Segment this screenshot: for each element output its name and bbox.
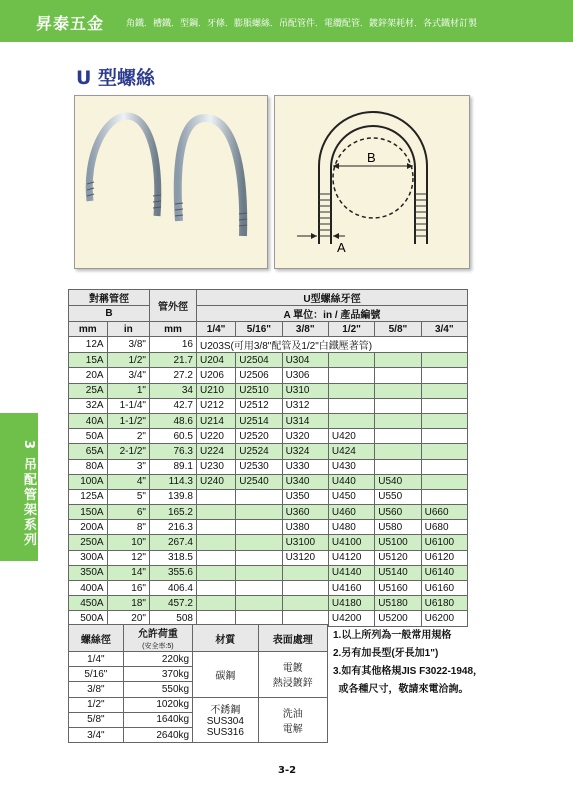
cell-product-code: U430 bbox=[328, 459, 374, 474]
cell-product-code: U360 bbox=[282, 505, 328, 520]
surface-oil: 洗油 bbox=[282, 708, 303, 720]
cell-in: 3/4" bbox=[107, 368, 149, 383]
cell-product-code: U480 bbox=[328, 520, 374, 535]
cell-mm: 450A bbox=[69, 596, 108, 611]
cell-load: 2640kg bbox=[123, 727, 192, 742]
cell-product-code bbox=[421, 398, 467, 413]
cell-mm: 20A bbox=[69, 368, 108, 383]
cell-in: 16" bbox=[107, 581, 149, 596]
cell-product-code: U212 bbox=[196, 398, 235, 413]
cell-product-code: U5140 bbox=[375, 565, 421, 580]
cell-product-code bbox=[196, 489, 235, 504]
cell-mm: 12A bbox=[69, 337, 108, 353]
cell-product-code: U680 bbox=[421, 520, 467, 535]
col-pipe-size: 對稱管徑 bbox=[69, 290, 150, 306]
cell-screw-dia: 3/8" bbox=[69, 682, 124, 697]
table-row bbox=[69, 398, 468, 413]
cell-in: 8" bbox=[107, 520, 149, 535]
cell-product-code bbox=[375, 413, 421, 428]
cell-product-code: U203S(可用3/8"配管及1/2"白鐵壓著管) bbox=[196, 337, 467, 353]
cell-product-code bbox=[328, 368, 374, 383]
cell-product-code: U5120 bbox=[375, 550, 421, 565]
cell-od: 34 bbox=[149, 383, 196, 398]
col-mm-od: mm bbox=[149, 322, 196, 337]
cell-od: 114.3 bbox=[149, 474, 196, 489]
cell-product-code: U424 bbox=[328, 444, 374, 459]
cell-product-code: U380 bbox=[282, 520, 328, 535]
cell-mm: 80A bbox=[69, 459, 108, 474]
table-row bbox=[69, 444, 468, 459]
table-row bbox=[69, 489, 468, 504]
cell-product-code: U420 bbox=[328, 429, 374, 444]
cell-surface-carbon bbox=[258, 652, 327, 698]
cell-mm: 25A bbox=[69, 383, 108, 398]
col-unit: A 單位：in / 產品編號 bbox=[196, 306, 467, 322]
cell-load: 1020kg bbox=[123, 697, 192, 712]
cell-product-code bbox=[196, 505, 235, 520]
material-sus304: SUS304 bbox=[206, 716, 244, 728]
col-surface: 表面處理 bbox=[258, 625, 327, 652]
cell-product-code bbox=[421, 429, 467, 444]
material-stainless: 不銹鋼 bbox=[210, 705, 241, 717]
cell-product-code: U340 bbox=[282, 474, 328, 489]
cell-od: 508 bbox=[149, 611, 196, 626]
cell-product-code: U2520 bbox=[236, 429, 282, 444]
col-allowable-load bbox=[123, 625, 192, 652]
cell-product-code: U214 bbox=[196, 413, 235, 428]
surface-electrolytic: 電解 bbox=[282, 723, 303, 735]
cell-in: 20" bbox=[107, 611, 149, 626]
cell-in: 2-1/2" bbox=[107, 444, 149, 459]
note-line: 1.以上所列為一般常用規格 bbox=[333, 630, 452, 641]
cell-product-code bbox=[375, 459, 421, 474]
col-material: 材質 bbox=[193, 625, 258, 652]
cell-product-code: U240 bbox=[196, 474, 235, 489]
cell-od: 355.6 bbox=[149, 565, 196, 580]
col-thread-size: 1/2" bbox=[328, 322, 374, 337]
col-mm: mm bbox=[69, 322, 108, 337]
cell-product-code: U660 bbox=[421, 505, 467, 520]
cell-product-code bbox=[421, 368, 467, 383]
cell-product-code bbox=[236, 505, 282, 520]
cell-product-code bbox=[196, 565, 235, 580]
header-tagline: 角鐵．槽鐵．型鋼．牙條．膨脹螺絲．吊配管件．電纜配管．鍍鋅架耗材．各式鐵材訂製 bbox=[126, 19, 478, 29]
cell-product-code: U3120 bbox=[282, 550, 328, 565]
cell-mm: 350A bbox=[69, 565, 108, 580]
load-material-table bbox=[68, 624, 328, 743]
cell-product-code bbox=[236, 565, 282, 580]
cell-od: 76.3 bbox=[149, 444, 196, 459]
cell-product-code: U450 bbox=[328, 489, 374, 504]
cell-screw-dia: 5/8" bbox=[69, 712, 124, 727]
cell-od: 457.2 bbox=[149, 596, 196, 611]
cell-product-code: U4140 bbox=[328, 565, 374, 580]
cell-product-code bbox=[421, 459, 467, 474]
dimension-a-label: A bbox=[337, 240, 346, 255]
cell-product-code bbox=[328, 398, 374, 413]
section-side-tab: 3 吊配管架系列 bbox=[0, 413, 38, 561]
col-thread-size: 5/16" bbox=[236, 322, 282, 337]
cell-product-code bbox=[282, 565, 328, 580]
product-photo bbox=[74, 95, 268, 269]
cell-screw-dia: 1/2" bbox=[69, 697, 124, 712]
page-title: U 型螺絲 bbox=[76, 67, 156, 89]
table-row bbox=[69, 368, 468, 383]
cell-load: 220kg bbox=[123, 652, 192, 667]
cell-in: 5" bbox=[107, 489, 149, 504]
cell-product-code bbox=[196, 596, 235, 611]
table-row bbox=[69, 474, 468, 489]
col-thread-size: 3/8" bbox=[282, 322, 328, 337]
col-outer-diameter: 管外徑 bbox=[149, 290, 196, 322]
cell-product-code bbox=[236, 489, 282, 504]
cell-product-code: U312 bbox=[282, 398, 328, 413]
cell-in: 14" bbox=[107, 565, 149, 580]
table-row bbox=[69, 429, 468, 444]
cell-surface-stainless bbox=[258, 697, 327, 743]
cell-mm: 250A bbox=[69, 535, 108, 550]
cell-screw-dia: 5/16" bbox=[69, 667, 124, 682]
cell-in: 1-1/2" bbox=[107, 413, 149, 428]
cell-product-code bbox=[282, 596, 328, 611]
table-row bbox=[69, 505, 468, 520]
cell-in: 12" bbox=[107, 550, 149, 565]
cell-product-code: U580 bbox=[375, 520, 421, 535]
cell-product-code bbox=[421, 444, 467, 459]
cell-product-code: U224 bbox=[196, 444, 235, 459]
cell-product-code bbox=[282, 581, 328, 596]
cell-product-code: U6160 bbox=[421, 581, 467, 596]
dimension-b-label: B bbox=[367, 150, 376, 165]
cell-product-code: U2512 bbox=[236, 398, 282, 413]
cell-product-code bbox=[421, 474, 467, 489]
table-row bbox=[69, 459, 468, 474]
cell-product-code: U5160 bbox=[375, 581, 421, 596]
cell-product-code: U2504 bbox=[236, 353, 282, 368]
cell-product-code: U6200 bbox=[421, 611, 467, 626]
cell-product-code: U6180 bbox=[421, 596, 467, 611]
cell-product-code bbox=[236, 520, 282, 535]
cell-od: 216.3 bbox=[149, 520, 196, 535]
cell-product-code bbox=[375, 353, 421, 368]
col-thread-size: 5/8" bbox=[375, 322, 421, 337]
cell-mm: 65A bbox=[69, 444, 108, 459]
cell-product-code: U210 bbox=[196, 383, 235, 398]
surface-hot-dip: 熱浸鍍鋅 bbox=[272, 678, 313, 690]
cell-product-code: U550 bbox=[375, 489, 421, 504]
cell-product-code bbox=[421, 413, 467, 428]
cell-od: 165.2 bbox=[149, 505, 196, 520]
table-row bbox=[69, 596, 468, 611]
cell-in: 1" bbox=[107, 383, 149, 398]
table-row bbox=[69, 353, 468, 368]
cell-product-code: U2524 bbox=[236, 444, 282, 459]
cell-od: 60.5 bbox=[149, 429, 196, 444]
cell-screw-dia: 1/4" bbox=[69, 652, 124, 667]
cell-product-code: U540 bbox=[375, 474, 421, 489]
cell-od: 27.2 bbox=[149, 368, 196, 383]
cell-product-code: U5200 bbox=[375, 611, 421, 626]
table-row bbox=[69, 565, 468, 580]
cell-product-code: U440 bbox=[328, 474, 374, 489]
cell-product-code bbox=[236, 550, 282, 565]
page-number: 3-2 bbox=[278, 765, 297, 776]
notes bbox=[333, 627, 483, 699]
cell-mm: 200A bbox=[69, 520, 108, 535]
table-row bbox=[69, 520, 468, 535]
material-sus316: SUS316 bbox=[206, 727, 244, 739]
col-thread-diameter: U型螺絲牙徑 bbox=[196, 290, 467, 306]
cell-od: 318.5 bbox=[149, 550, 196, 565]
cell-product-code: U2530 bbox=[236, 459, 282, 474]
cell-mm: 300A bbox=[69, 550, 108, 565]
table-row bbox=[69, 535, 468, 550]
load-title: 允許荷重 bbox=[137, 629, 178, 640]
col-b: B bbox=[69, 306, 150, 322]
cell-in: 1-1/4" bbox=[107, 398, 149, 413]
cell-od: 21.7 bbox=[149, 353, 196, 368]
cell-product-code bbox=[421, 383, 467, 398]
cell-product-code bbox=[196, 550, 235, 565]
cell-product-code: U5100 bbox=[375, 535, 421, 550]
cell-product-code: U6100 bbox=[421, 535, 467, 550]
cell-mm: 40A bbox=[69, 413, 108, 428]
cell-product-code bbox=[196, 520, 235, 535]
cell-product-code: U3100 bbox=[282, 535, 328, 550]
cell-product-code bbox=[375, 429, 421, 444]
cell-product-code bbox=[421, 489, 467, 504]
cell-product-code bbox=[328, 413, 374, 428]
table-row bbox=[69, 413, 468, 428]
cell-od: 139.8 bbox=[149, 489, 196, 504]
cell-product-code bbox=[328, 383, 374, 398]
cell-product-code: U2510 bbox=[236, 383, 282, 398]
cell-mm: 15A bbox=[69, 353, 108, 368]
cell-product-code: U4120 bbox=[328, 550, 374, 565]
table-row bbox=[69, 337, 468, 353]
note-line: 2.另有加長型(牙長加1") bbox=[333, 648, 439, 659]
cell-product-code: U5180 bbox=[375, 596, 421, 611]
header-bar bbox=[0, 0, 573, 42]
cell-in: 10" bbox=[107, 535, 149, 550]
cell-in: 18" bbox=[107, 596, 149, 611]
cell-in: 6" bbox=[107, 505, 149, 520]
cell-material-stainless bbox=[193, 697, 258, 743]
cell-load: 1640kg bbox=[123, 712, 192, 727]
cell-in: 2" bbox=[107, 429, 149, 444]
note-line: 3.如有其他格規JIS F3022-1948， bbox=[333, 666, 484, 677]
cell-mm: 400A bbox=[69, 581, 108, 596]
cell-product-code: U314 bbox=[282, 413, 328, 428]
cell-product-code: U4160 bbox=[328, 581, 374, 596]
cell-screw-dia: 3/4" bbox=[69, 727, 124, 742]
cell-product-code: U4200 bbox=[328, 611, 374, 626]
material-carbon: 碳鋼 bbox=[215, 670, 236, 682]
cell-product-code: U330 bbox=[282, 459, 328, 474]
cell-od: 48.6 bbox=[149, 413, 196, 428]
cell-mm: 100A bbox=[69, 474, 108, 489]
cell-od: 42.7 bbox=[149, 398, 196, 413]
cell-product-code: U320 bbox=[282, 429, 328, 444]
cell-mm: 150A bbox=[69, 505, 108, 520]
table-row bbox=[69, 383, 468, 398]
col-thread-size: 1/4" bbox=[196, 322, 235, 337]
load-subtitle: (安全率:5) bbox=[142, 643, 174, 650]
cell-product-code bbox=[375, 444, 421, 459]
col-in: in bbox=[107, 322, 149, 337]
cell-od: 406.4 bbox=[149, 581, 196, 596]
cell-product-code: U220 bbox=[196, 429, 235, 444]
cell-product-code bbox=[236, 535, 282, 550]
cell-product-code: U2540 bbox=[236, 474, 282, 489]
cell-product-code bbox=[236, 596, 282, 611]
cell-product-code: U2506 bbox=[236, 368, 282, 383]
cell-product-code: U4100 bbox=[328, 535, 374, 550]
cell-product-code: U304 bbox=[282, 353, 328, 368]
cell-in: 3" bbox=[107, 459, 149, 474]
cell-product-code: U2514 bbox=[236, 413, 282, 428]
cell-product-code: U306 bbox=[282, 368, 328, 383]
cell-od: 267.4 bbox=[149, 535, 196, 550]
u-bolt-spec-table bbox=[68, 289, 468, 627]
cell-in: 3/8" bbox=[107, 337, 149, 353]
cell-product-code: U204 bbox=[196, 353, 235, 368]
cell-product-code: U460 bbox=[328, 505, 374, 520]
surface-electroplate: 電鍍 bbox=[282, 663, 303, 675]
dimension-diagram bbox=[274, 95, 470, 269]
cell-load: 370kg bbox=[123, 667, 192, 682]
col-thread-size: 3/4" bbox=[421, 322, 467, 337]
cell-product-code: U230 bbox=[196, 459, 235, 474]
cell-product-code bbox=[236, 581, 282, 596]
table-row bbox=[69, 652, 328, 667]
table-row bbox=[69, 697, 328, 712]
cell-mm: 125A bbox=[69, 489, 108, 504]
cell-od: 89.1 bbox=[149, 459, 196, 474]
cell-product-code: U206 bbox=[196, 368, 235, 383]
cell-od: 16 bbox=[149, 337, 196, 353]
cell-product-code: U560 bbox=[375, 505, 421, 520]
table-row bbox=[69, 581, 468, 596]
cell-load: 550kg bbox=[123, 682, 192, 697]
table-row bbox=[69, 550, 468, 565]
col-screw-dia: 螺絲徑 bbox=[69, 625, 124, 652]
cell-product-code bbox=[375, 383, 421, 398]
cell-material-carbon bbox=[193, 652, 258, 698]
cell-mm: 500A bbox=[69, 611, 108, 626]
note-line: 或各種尺寸，敬請來電洽詢。 bbox=[333, 684, 469, 695]
cell-product-code: U350 bbox=[282, 489, 328, 504]
cell-product-code bbox=[196, 535, 235, 550]
cell-product-code bbox=[375, 398, 421, 413]
cell-product-code: U6120 bbox=[421, 550, 467, 565]
cell-mm: 32A bbox=[69, 398, 108, 413]
cell-product-code: U4180 bbox=[328, 596, 374, 611]
cell-product-code: U310 bbox=[282, 383, 328, 398]
cell-product-code bbox=[328, 353, 374, 368]
cell-product-code: U6140 bbox=[421, 565, 467, 580]
cell-mm: 50A bbox=[69, 429, 108, 444]
cell-product-code bbox=[196, 581, 235, 596]
cell-in: 4" bbox=[107, 474, 149, 489]
cell-product-code bbox=[375, 368, 421, 383]
cell-product-code bbox=[421, 353, 467, 368]
cell-in: 1/2" bbox=[107, 353, 149, 368]
brand-name: 昇泰五金 bbox=[36, 14, 105, 33]
cell-product-code: U324 bbox=[282, 444, 328, 459]
